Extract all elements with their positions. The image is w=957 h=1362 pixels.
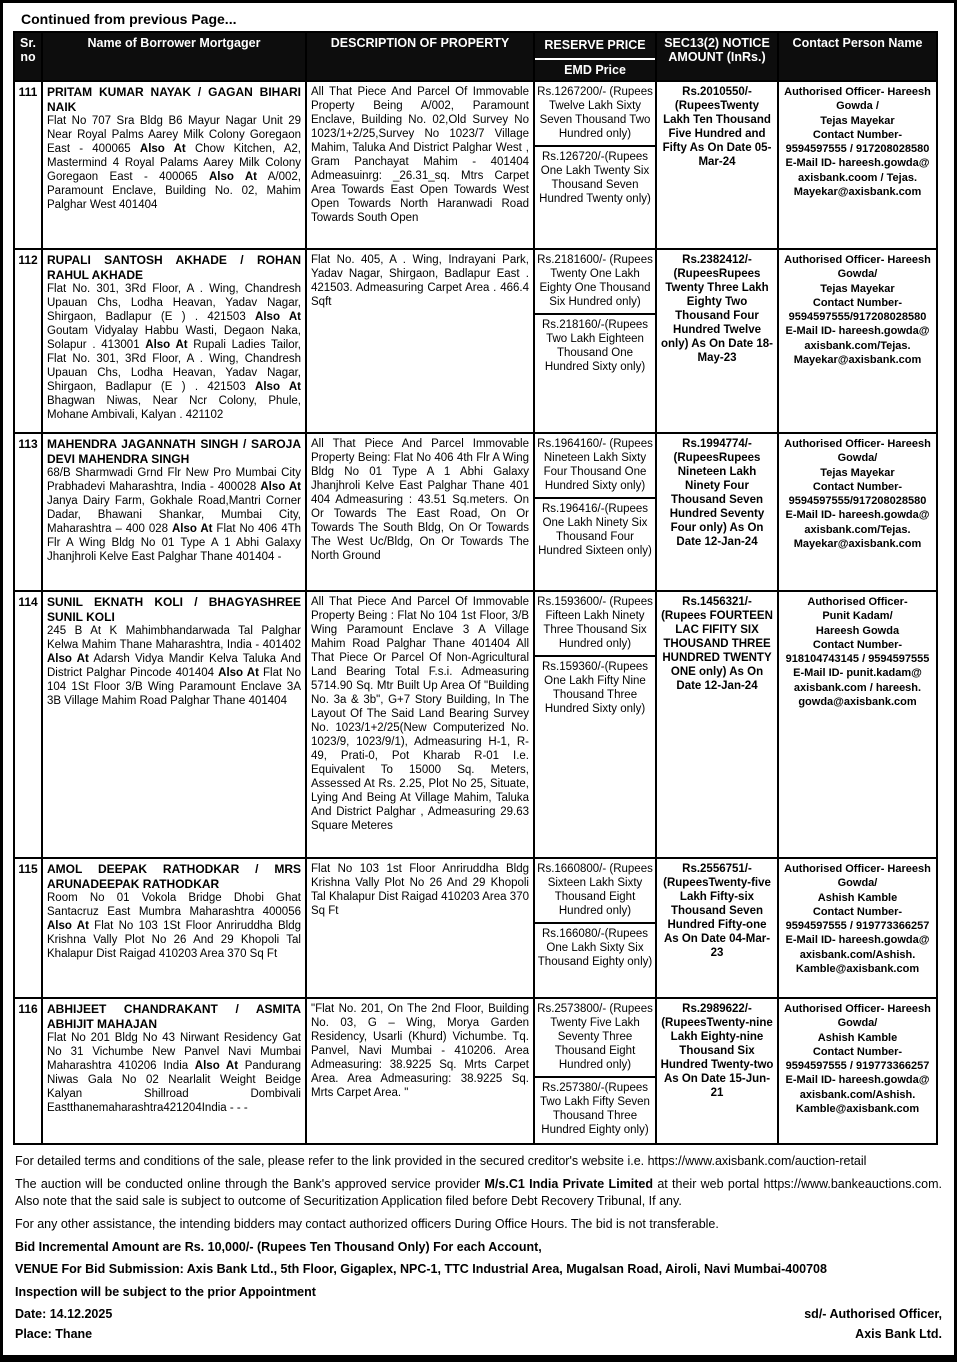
col-header-reserve-label: RESERVE PRICE	[535, 33, 655, 60]
contact-line: axisbank.com/Ashish.	[799, 1088, 916, 1101]
inspection-line: Inspection will be subject to the prior Appointment	[15, 1285, 316, 1300]
sec13-notice-amount: Rs.2989622/- (RupeesTwenty-nine Lakh Eighty-nine Thousand Six Hundred Twenty-two As On Date 15-Jun-21	[656, 998, 778, 1144]
contact-line: E-Mail ID- hareesh.gowda@	[785, 934, 930, 947]
contact-line: E-Mail ID- hareesh.gowda@	[785, 1074, 930, 1087]
sec13-notice-amount: Rs.2382412/- (RupeesRupees Twenty Three Lakh Eighty Two Thousand Four Hundred Twelve only) As On Date 18-May-23	[656, 249, 778, 433]
address-segment: Flat No 104 1St Floor 3/B Wing Paramount Enclave 3A 3B Village Mahim Road Palghar Thane 401404	[47, 667, 301, 708]
contact-line: Mayekar@axisbank.com	[793, 538, 922, 551]
contact-line: Contact Number-	[812, 128, 903, 141]
reserve-emd-cell	[534, 81, 656, 249]
borrower-cell	[42, 998, 306, 1144]
contact-line: 9594597555/917208028580	[788, 495, 927, 508]
address-segment: Flat No 201 Bldg No 43 Nirwant Residency Gat No 31 Vichumbe New Panvel Navi Mumbai Maharashtra 410206 India	[47, 1032, 301, 1073]
place-bank-row	[15, 1327, 942, 1341]
contact-person	[778, 998, 937, 1144]
contact-line: 9594597555 / 917208028580	[785, 143, 930, 156]
contact-person	[778, 591, 937, 858]
address-segment: Bhagwan Niwas, Near Ncr Colony, Phule, Mohane Ambivali, Kalyan . 421102	[47, 395, 301, 422]
also-at-label: Also At	[255, 311, 301, 324]
address-segment: A/002, Paramount Enclave, Building No. 02, Mahim Palghar West 401404	[47, 171, 301, 212]
reserve-price: Rs.2573800/- (Rupees Twenty Five Lakh Seventy Three Thousand Eight Hundred only)	[535, 999, 655, 1078]
contact-line: Tejas Mayekar	[820, 114, 895, 127]
borrower-cell	[42, 433, 306, 591]
contact-line: axisbank.com / hareesh.	[793, 681, 922, 694]
reserve-emd-cell	[534, 433, 656, 591]
contact-line: 918104743145 / 9594597555	[785, 653, 930, 666]
contact-person	[778, 858, 937, 998]
property-description: All That Piece And Parcel Of Immovable Property Being A/002, Paramount Enclave, Building No. 02,Old Survey No 1023/1+2/25,Survey No 1023/7 Village Mahim, Taluka And District Palghar West , Gram Panchayat Mahim - 401404 Admeasuinrg: _26.31_sq. Mtrs Carpet Area Towards East Open Towards West Open Towards North Haranwadi Road Towards South Open	[306, 81, 534, 249]
sec13-notice-amount: Rs.2010550/- (RupeesTwenty Lakh Ten Thousand Five Hundred and Fifty As On Date 05-Mar-24	[656, 81, 778, 249]
contact-line: Ashish Kamble	[817, 1031, 898, 1044]
borrower-name: RUPALI SANTOSH AKHADE / ROHAN RAHUL AKHADE	[47, 253, 301, 282]
also-at-label: Also At	[47, 920, 89, 933]
address-segment: Rupali Ladies Tailor, Flat No. 301, 3Rd Floor, A . Wing, Chandresh Upauan Chs, Lodha Heavan, Yadav Nagar, Shirgaon, Badlapur (E ) . 421503	[47, 339, 301, 394]
property-description: All That Piece And Parcel Immovable Property Being: Flat No 406 4th Flr A Wing Bldg No 01 Type A 1 Abhi Galaxy Jhanjhroli Kelve East Palghar Thane 401 404 Admeasuring : 43.51 Sq.meters. On Or Towards The East Road, On Or Towards The South Bldg, On Or Towards The West Uc/Bldg, On Or Towards The North Ground	[306, 433, 534, 591]
auction-table	[13, 31, 938, 1145]
sec13-notice-amount: Rs.1994774/- (RupeesRupees Nineteen Lakh Ninety Four Thousand Seven Hundred Seventy Four only) As On Date 12-Jan-24	[656, 433, 778, 591]
table-row	[14, 858, 937, 998]
bank-name: Axis Bank Ltd.	[855, 1327, 942, 1342]
contact-line: Gowda/	[837, 452, 878, 465]
address-segment: Flat No 707 Sra Bldg B6 Mayur Nagar Unit 29 Near Royal Palms Aarey Milk Colony Goregaon East - 400065	[47, 115, 301, 156]
date-signature-row	[15, 1307, 942, 1321]
table-row	[14, 591, 937, 858]
also-at-label: Also At	[47, 653, 89, 666]
emd-price: Rs.218160/-(Rupees Two Lakh Eighteen Thousand One Hundred Sixty only)	[541, 319, 649, 374]
also-at-label: Also At	[208, 171, 257, 184]
contact-line: E-Mail ID- hareesh.gowda@	[785, 325, 930, 338]
reserve-price: Rs.1593600/- (Rupees Fifteen Lakh Ninety Three Thousand Six Hundred only)	[535, 592, 655, 657]
terms-line: For detailed terms and conditions of the sale, please refer to the link provided in the secured creditor's website i.e. https://www.axisbank.com/auction-retail	[15, 1154, 867, 1168]
reserve-emd-cell	[534, 858, 656, 998]
contact-line: Authorised Officer- Hareesh	[784, 254, 931, 266]
also-at-label: Also At	[171, 523, 213, 536]
address-segment: 245 B At K Mahimbhandarwada Tal Palghar Kelwa Mahim Thane Maharashtra, India - 401402	[47, 625, 301, 652]
row-sr-no: 116	[14, 998, 42, 1144]
reserve-price: Rs.2181600/- (Rupees Twenty One Lakh Eighty One Thousand Six Hundred only)	[535, 250, 655, 315]
contact-line: axisbank.com/Tejas.	[804, 523, 911, 536]
assistance-line: For any other assistance, the intending bidders may contact authorized officers During Office Hours. The bid is not transferable.	[15, 1216, 719, 1231]
borrower-cell	[42, 81, 306, 249]
contact-line: Mayekar@axisbank.com	[793, 354, 922, 367]
auction-provider-name: M/s.C1 India Private Limited	[484, 1176, 654, 1191]
col-header-sr-no	[14, 32, 42, 81]
property-description: Flat No. 405, A . Wing, Indrayani Park, Yadav Nagar, Shirgaon, Badlapur East . 421503. Admeasuring Carpet Area . 466.4 Sqft	[306, 249, 534, 433]
contact-line: Tejas Mayekar	[820, 282, 895, 295]
reserve-emd-cell	[534, 591, 656, 858]
table-row	[14, 249, 937, 433]
address-segment: Chow Kitchen, A2, Mastermind 4 Royal Palams Aarey Milk Colony Goregaon East - 400065	[47, 143, 301, 184]
address-segment: Goutam Vidyalay Habbu Wasti, Degaon Naka, Solapur . 413001	[47, 325, 301, 352]
row-sr-no: 113	[14, 433, 42, 591]
reserve-emd-cell	[534, 998, 656, 1144]
property-description: "Flat No. 201, On The 2nd Floor, Building No. 03, G – Wing, Morya Garden Residency, Usarli (Khurd) Vichumbe. Tq. Panvel, Navi Mumbai - 410206. Area Admeasuring: 38.9225 Sq. Mrts Carpet Area. Area Admeasuring: 38.9225 Sq. Mrts Carpet Area. "	[306, 998, 534, 1144]
emd-price: Rs.159360/-(Rupees One Lakh Fifty Nine Thousand Three Hundred Sixty only)	[541, 661, 649, 716]
contact-line: Kamble@axisbank.com	[795, 963, 920, 976]
contact-line: Contact Number-	[812, 638, 903, 651]
col-header-sr-line2: no	[20, 50, 36, 64]
col-header-description: DESCRIPTION OF PROPERTY	[306, 32, 534, 81]
address-segment: Pandurang Niwas Gala No 02 Nearlalit Weight Beidge Kalyan Shillroad Dombivali Eastthanemaharashtra421204India - - -	[47, 1060, 301, 1115]
contact-line: Gowda/	[837, 877, 878, 890]
borrower-name: AMOL DEEPAK RATHODKAR / MRS ARUNADEEPAK RATHODKAR	[47, 862, 301, 891]
also-at-label: Also At	[218, 667, 259, 680]
reserve-emd-cell	[534, 249, 656, 433]
col-header-contact-person: Contact Person Name	[778, 32, 937, 81]
row-sr-no: 111	[14, 81, 42, 249]
contact-line: Tejas Mayekar	[820, 466, 895, 479]
sec13-notice-amount: Rs.1456321/- (Rupees FOURTEEN LAC FIFITY SIX THOUSAND THREE HUNDRED TWENTY ONE only) As On Date 12-Jan-24	[656, 591, 778, 858]
borrower-address	[47, 466, 301, 564]
col-header-borrower-name: Name of Borrower Mortgager	[42, 32, 306, 81]
contact-line: axisbank.coom / Tejas.	[797, 171, 917, 184]
emd-price: Rs.126720/-(Rupees One Lakh Twenty Six Thousand Seven Hundred Twenty only)	[539, 151, 651, 206]
contact-person	[778, 249, 937, 433]
reserve-price: Rs.1267200/- (Rupees Twelve Lakh Sixty Seven Thousand Two Hundred only)	[535, 82, 655, 147]
contact-line: Contact Number-	[812, 296, 903, 309]
row-sr-no: 114	[14, 591, 42, 858]
auction-provider-post: at their web portal https://www.bankeauctions.com. Also note that the said sale is subject to outcome of Securitization Application filed before Debt Recovery Tribunal, If any.	[15, 1176, 943, 1208]
contact-line: 9594597555 / 919773366257	[785, 920, 930, 933]
contact-person	[778, 81, 937, 249]
contact-line: 9594597555 / 919773366257	[785, 1060, 930, 1073]
row-sr-no: 115	[14, 858, 42, 998]
contact-line: Authorised Officer- Hareesh	[784, 1003, 931, 1015]
col-header-reserve-price	[534, 32, 656, 81]
reserve-price: Rs.1660800/- (Rupees Sixteen Lakh Sixty Thousand Eight Hundred only)	[535, 859, 655, 924]
emd-price: Rs.257380/-(Rupees Two Lakh Fifty Seven Thousand Three Hundred Eighty only)	[540, 1082, 650, 1137]
emd-price: Rs.196416/-(Rupees One Lakh Ninety Six Thousand Four Hundred Sixteen only)	[538, 503, 652, 558]
contact-line: 9594597555/917208028580	[788, 311, 927, 324]
sec13-notice-amount: Rs.2556751/- (RupeesTwenty-five Lakh Fifty-six Thousand Seven Hundred Fifty-one As On Date 04-Mar-23	[656, 858, 778, 998]
col-header-sr-line1: Sr.	[20, 36, 36, 50]
contact-line: E-Mail ID- hareesh.gowda@	[785, 509, 930, 522]
borrower-name: PRITAM KUMAR NAYAK / GAGAN BIHARI NAIK	[47, 85, 301, 114]
borrower-address	[47, 114, 301, 212]
bid-increment-line: Bid Incremental Amount are Rs. 10,000/- (Rupees Ten Thousand Only) For each Account,	[15, 1239, 542, 1254]
row-sr-no: 112	[14, 249, 42, 433]
contact-line: Authorised Officer-	[807, 596, 908, 608]
borrower-address	[47, 624, 301, 708]
also-at-label: Also At	[255, 381, 301, 394]
continued-note: Continued from previous Page...	[21, 11, 237, 27]
col-header-sec13-notice: SEC13(2) NOTICE AMOUNT (InRs.)	[656, 32, 778, 81]
contact-line: Gowda/	[837, 1017, 878, 1030]
venue-line: VENUE For Bid Submission: Axis Bank Ltd., 5th Floor, Gigaplex, NPC-1, TTC Industrial Area, Mugalsan Road, Airoli, Navi Mumbai-400708	[15, 1262, 827, 1277]
contact-line: axisbank.com/Tejas.	[804, 339, 911, 352]
address-segment: Flat No. 301, 3Rd Floor, A . Wing, Chandresh Upauan Chs, Lodha Heavan, Yadav Nagar, Shirgaon, Badlapur (E ) . 421503	[47, 283, 301, 324]
place-label: Place: Thane	[15, 1327, 93, 1342]
contact-line: axisbank.com/Ashish.	[799, 948, 916, 961]
borrower-address	[47, 282, 301, 422]
address-segment: Room No 01 Vokola Bridge Dhobi Ghat Santacruz East Mumbra Maharashtra 400056	[47, 892, 301, 919]
borrower-cell	[42, 858, 306, 998]
address-segment: 68/B Sharmwadi Grnd Flr New Pro Mumbai City Prabhadevi Maharashtra, India - 400028	[47, 467, 301, 494]
property-description: Flat No 103 1st Floor Anriruddha Bldg Krishna Vally Plot No 26 And 29 Khopoli Tal Khalapur Dist Raigad 410203 Area 370 Sq Ft	[306, 858, 534, 998]
contact-line: E-Mail ID- punit.kadam@	[793, 667, 922, 680]
contact-line: Kamble@axisbank.com	[795, 1103, 920, 1116]
property-description: All That Piece And Parcel Of Immovable Property Being : Flat No 104 1st Floor, 3/B Wing Paramount Enclave 3 A Village Mahim Road Palghar Thane 401404 All That Piece Or Parcel Of Non-Agricultural Land Bearing Total F.s.i. Admeasuring 5714.90 Sq. Mtr Built Up Area Of "Building No. 3a & 3b", G+7 Story Building, In The Layout Of The Said Land Bearing Survey No. 1023/1+2/25(New Computerized No. 1023/9, 1023/9/1), Admeasuring H-1, R-49, Prati-0, Pot Kharab R-01 I.e. Equivalent To 15000 Sq. Meters, Assessed At Rs. 2.25, Plot No 25, Situate, Lying And Being At Village Mahim, Taluka And District Palghar , Admeasuring 29.63 Square Meteres	[306, 591, 534, 858]
address-segment: Flat No 103 1St Floor Anriruddha Bldg Krishna Vally Plot No 26 And 29 Khopoli Tal Khalapur Dist Raigad 410203 Area 370 Sq Ft	[47, 920, 301, 961]
table-row	[14, 433, 937, 591]
borrower-name: MAHENDRA JAGANNATH SINGH / SAROJA DEVI MAHENDRA SINGH	[47, 437, 301, 466]
contact-line: Authorised Officer- Hareesh	[784, 86, 931, 98]
signature-line: sd/- Authorised Officer,	[804, 1307, 942, 1322]
also-at-label: Also At	[194, 1060, 239, 1073]
auction-provider-pre: The auction will be conducted online through the Bank's approved service provider	[15, 1176, 485, 1191]
auction-provider-line	[15, 1176, 942, 1210]
borrower-cell	[42, 591, 306, 858]
contact-person	[778, 433, 937, 591]
table-row	[14, 81, 937, 249]
contact-line: Hareesh Gowda	[815, 624, 900, 637]
borrower-name: SUNIL EKNATH KOLI / BHAGYASHREE SUNIL KOLI	[47, 595, 301, 624]
address-segment: Flat No 406 4Th Flr A Wing Bldg No 01 Type A 1 Abhi Galaxy Jhanjhroli Kelve East Palghar Thane 401404 -	[47, 523, 302, 564]
address-segment: Adarsh Vidya Mandir Kelva Taluka And District Palghar Pincode 401404	[47, 653, 302, 680]
contact-line: Contact Number-	[812, 1045, 903, 1058]
contact-line: Gowda/	[837, 268, 878, 281]
also-at-label: Also At	[145, 339, 188, 352]
contact-line: Authorised Officer- Hareesh	[784, 438, 931, 450]
table-body	[14, 81, 937, 1144]
borrower-cell	[42, 249, 306, 433]
table-row	[14, 998, 937, 1144]
borrower-name: ABHIJEET CHANDRAKANT / ASMITA ABHIJIT MAHAJAN	[47, 1002, 301, 1031]
date-label: Date: 14.12.2025	[15, 1307, 113, 1322]
contact-line: gowda@axisbank.com	[798, 696, 917, 709]
contact-line: Contact Number-	[812, 480, 903, 493]
borrower-address	[47, 891, 301, 961]
contact-line: Mayekar@axisbank.com	[793, 186, 922, 199]
also-at-label: Also At	[139, 143, 186, 156]
borrower-address	[47, 1031, 301, 1115]
contact-line: Authorised Officer- Hareesh	[784, 863, 931, 875]
contact-line: Contact Number-	[812, 905, 903, 918]
table-header	[14, 32, 937, 81]
contact-line: Ashish Kamble	[817, 891, 898, 904]
contact-line: Gowda /	[836, 100, 879, 113]
contact-line: E-Mail ID- hareesh.gowda@	[785, 157, 930, 170]
address-segment: Janya Dairy Farm, Gokhale Road,Mantri Corner Dadar, Bhawani Shankar, Mumbai City, Maharashtra – 400 028	[47, 495, 301, 536]
contact-line: Punit Kadam/	[822, 610, 893, 623]
also-at-label: Also At	[260, 481, 301, 494]
col-header-emd-label: EMD Price	[564, 63, 626, 77]
reserve-price: Rs.1964160/- (Rupees Nineteen Lakh Sixty Four Thousand One Hundred Sixty only)	[535, 434, 655, 499]
emd-price: Rs.166080/-(Rupees One Lakh Sixty Six Thousand Eighty only)	[537, 928, 653, 969]
